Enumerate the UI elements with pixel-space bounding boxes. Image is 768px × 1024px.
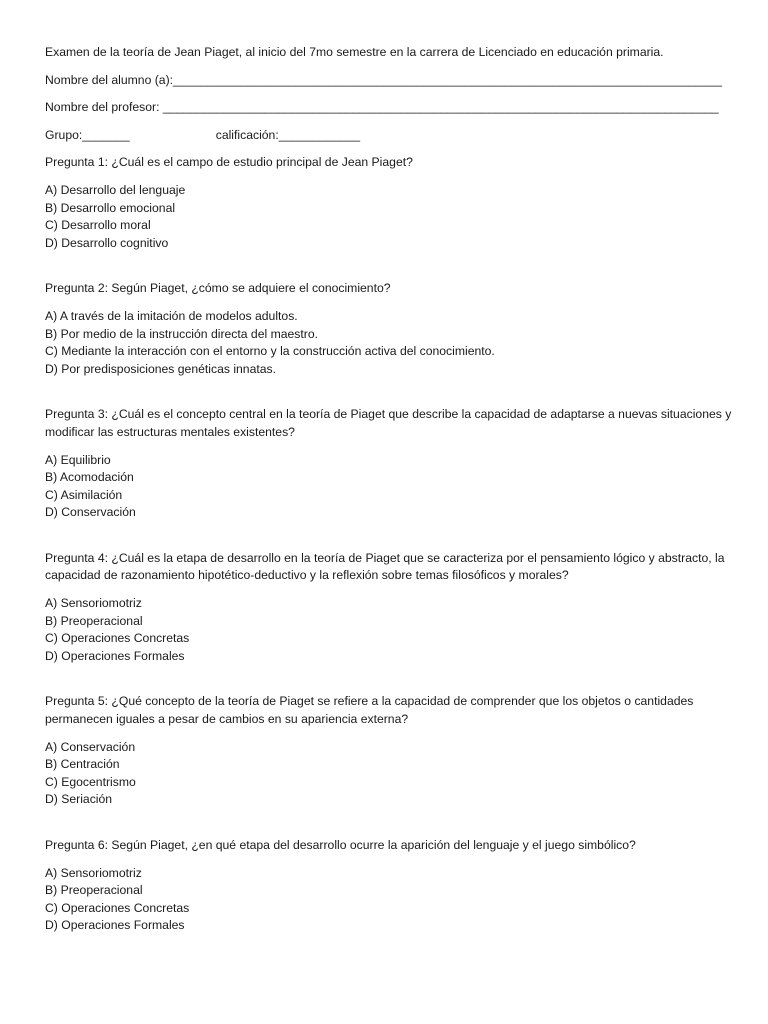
question-5 (45, 693, 735, 809)
question-text: Pregunta 5: ¿Qué concepto de la teoría de Piaget se refiere a la capacidad de comprender que los objetos o cantidades permanecen iguales a pesar de cambios en su apariencia externa? (45, 694, 694, 727)
question-2 (45, 280, 735, 378)
option-b: B) Por medio de la instrucción directa del maestro. (45, 326, 318, 341)
option-d: D) Por predisposiciones genéticas innatas. (45, 361, 277, 376)
option-b: B) Acomodación (45, 470, 134, 485)
option-a: A) Desarrollo del lenguaje (45, 182, 186, 197)
option-c: C) Mediante la interacción con el entorno y la construcción activa del conocimiento. (45, 344, 495, 359)
question-text: Pregunta 2: Según Piaget, ¿cómo se adquiere el conocimiento? (45, 281, 391, 296)
option-a: A) A través de la imitación de modelos adultos. (45, 308, 298, 323)
option-b: B) Preoperacional (45, 613, 143, 628)
option-d: D) Conservación (45, 505, 136, 520)
group-grade-row (45, 127, 735, 145)
option-a: A) Sensoriomotriz (45, 865, 142, 880)
option-b: B) Preoperacional (45, 883, 143, 898)
option-c: C) Operaciones Concretas (45, 631, 190, 646)
question-text: Pregunta 3: ¿Cuál es el concepto central en la teoría de Piaget que describe la capacidad de adaptarse a nuevas situaciones y modificar las estructuras mentales existentes? (45, 407, 732, 439)
option-list (45, 865, 735, 935)
option-c: C) Asimilación (45, 487, 123, 502)
question-4 (45, 550, 735, 666)
option-d: D) Seriación (45, 792, 113, 807)
question-1 (45, 154, 735, 252)
option-c: C) Operaciones Concretas (45, 900, 190, 915)
option-d: D) Operaciones Formales (45, 648, 185, 663)
teacher-name-line: Nombre del profesor: __________________________________________________________________________________ (45, 100, 719, 115)
option-c: C) Desarrollo moral (45, 218, 151, 233)
group-line: Grupo:_______ (45, 127, 130, 142)
grade-line: calificación:____________ (215, 127, 361, 142)
question-text: Pregunta 1: ¿Cuál es el campo de estudio principal de Jean Piaget? (45, 155, 413, 170)
option-a: A) Equilibrio (45, 452, 111, 467)
exam-document (45, 44, 735, 935)
option-b: B) Centración (45, 757, 120, 772)
option-a: A) Conservación (45, 739, 136, 754)
option-list (45, 595, 735, 665)
question-text: Pregunta 4: ¿Cuál es la etapa de desarrollo en la teoría de Piaget que se caracteriza por el pensamiento lógico y abstracto, la capacidad de razonamiento hipotético-deductivo y la reflexión sobre temas filosóficos y morales? (45, 550, 725, 583)
option-list (45, 308, 735, 378)
option-d: D) Operaciones Formales (45, 918, 185, 933)
option-list (45, 182, 735, 252)
option-c: C) Egocentrismo (45, 774, 136, 789)
option-d: D) Desarrollo cognitivo (45, 235, 169, 250)
option-list (45, 452, 735, 522)
option-a: A) Sensoriomotriz (45, 596, 142, 611)
option-list (45, 739, 735, 809)
question-3 (45, 406, 735, 522)
option-b: B) Desarrollo emocional (45, 200, 176, 215)
student-name-line: Nombre del alumno (a):_________________________________________________________________________________ (45, 72, 723, 87)
question-text: Pregunta 6: Según Piaget, ¿en qué etapa del desarrollo ocurre la aparición del lenguaje y el juego simbólico? (45, 838, 636, 852)
question-6 (45, 837, 735, 935)
exam-title: Examen de la teoría de Jean Piaget, al inicio del 7mo semestre en la carrera de Licenciado en educación primaria. (45, 45, 664, 59)
